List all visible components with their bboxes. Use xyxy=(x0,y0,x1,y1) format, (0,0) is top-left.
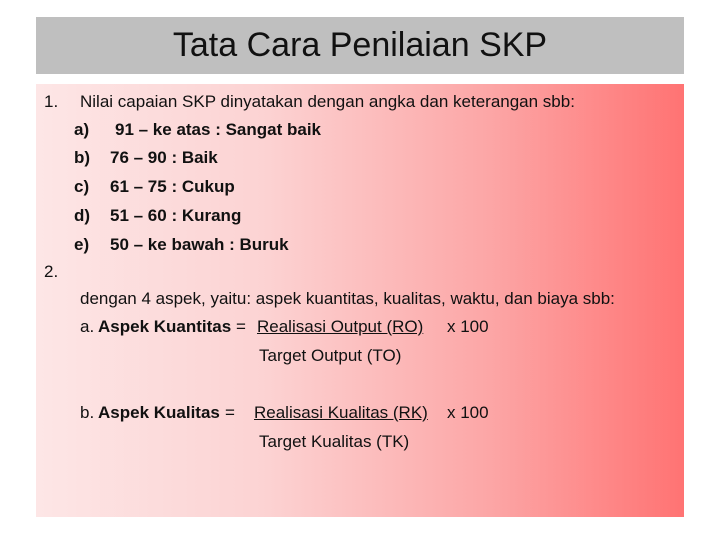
subitem-c-letter: c) xyxy=(74,177,90,196)
item-2-number: 2. xyxy=(44,262,59,281)
subitem-a-letter: a) xyxy=(74,120,90,139)
formula-b-numerator: Realisasi Kualitas (RK) xyxy=(254,403,428,422)
subitem-d-letter: d) xyxy=(74,206,91,225)
formula-a-multiplier: x 100 xyxy=(447,317,489,336)
subitem-e-letter: e) xyxy=(74,235,90,254)
subitem-e-text: 50 – ke bawah : Buruk xyxy=(110,235,289,254)
subitem-a-text: 91 – ke atas : Sangat baik xyxy=(115,120,321,139)
formula-a-numerator: Realisasi Output (RO) xyxy=(257,317,424,336)
item-1-number: 1. xyxy=(44,92,59,111)
item-2-text: dengan 4 aspek, yaitu: aspek kuantitas, kualitas, waktu, dan biaya sbb: xyxy=(80,289,615,308)
page-title: Tata Cara Penilaian SKP xyxy=(172,26,548,64)
formula-b-multiplier: x 100 xyxy=(447,403,489,422)
subitem-d-text: 51 – 60 : Kurang xyxy=(110,206,242,225)
title-bar xyxy=(36,17,684,74)
formula-b-denominator: Target Kualitas (TK) xyxy=(259,432,410,451)
subitem-b-text: 76 – 90 : Baik xyxy=(110,148,218,167)
formula-a-equals: = xyxy=(236,317,246,336)
subitem-b-letter: b) xyxy=(74,148,91,167)
formula-b-prefix: b. xyxy=(80,403,95,422)
formula-b-equals: = xyxy=(225,403,235,422)
formula-b-label: Aspek Kualitas xyxy=(98,403,220,422)
formula-a-prefix: a. xyxy=(80,317,95,336)
formula-a-denominator: Target Output (TO) xyxy=(259,346,402,365)
item-1-text: Nilai capaian SKP dinyatakan dengan angka dan keterangan sbb: xyxy=(80,92,575,111)
subitem-c-text: 61 – 75 : Cukup xyxy=(110,177,235,196)
formula-a-label: Aspek Kuantitas xyxy=(98,317,232,336)
